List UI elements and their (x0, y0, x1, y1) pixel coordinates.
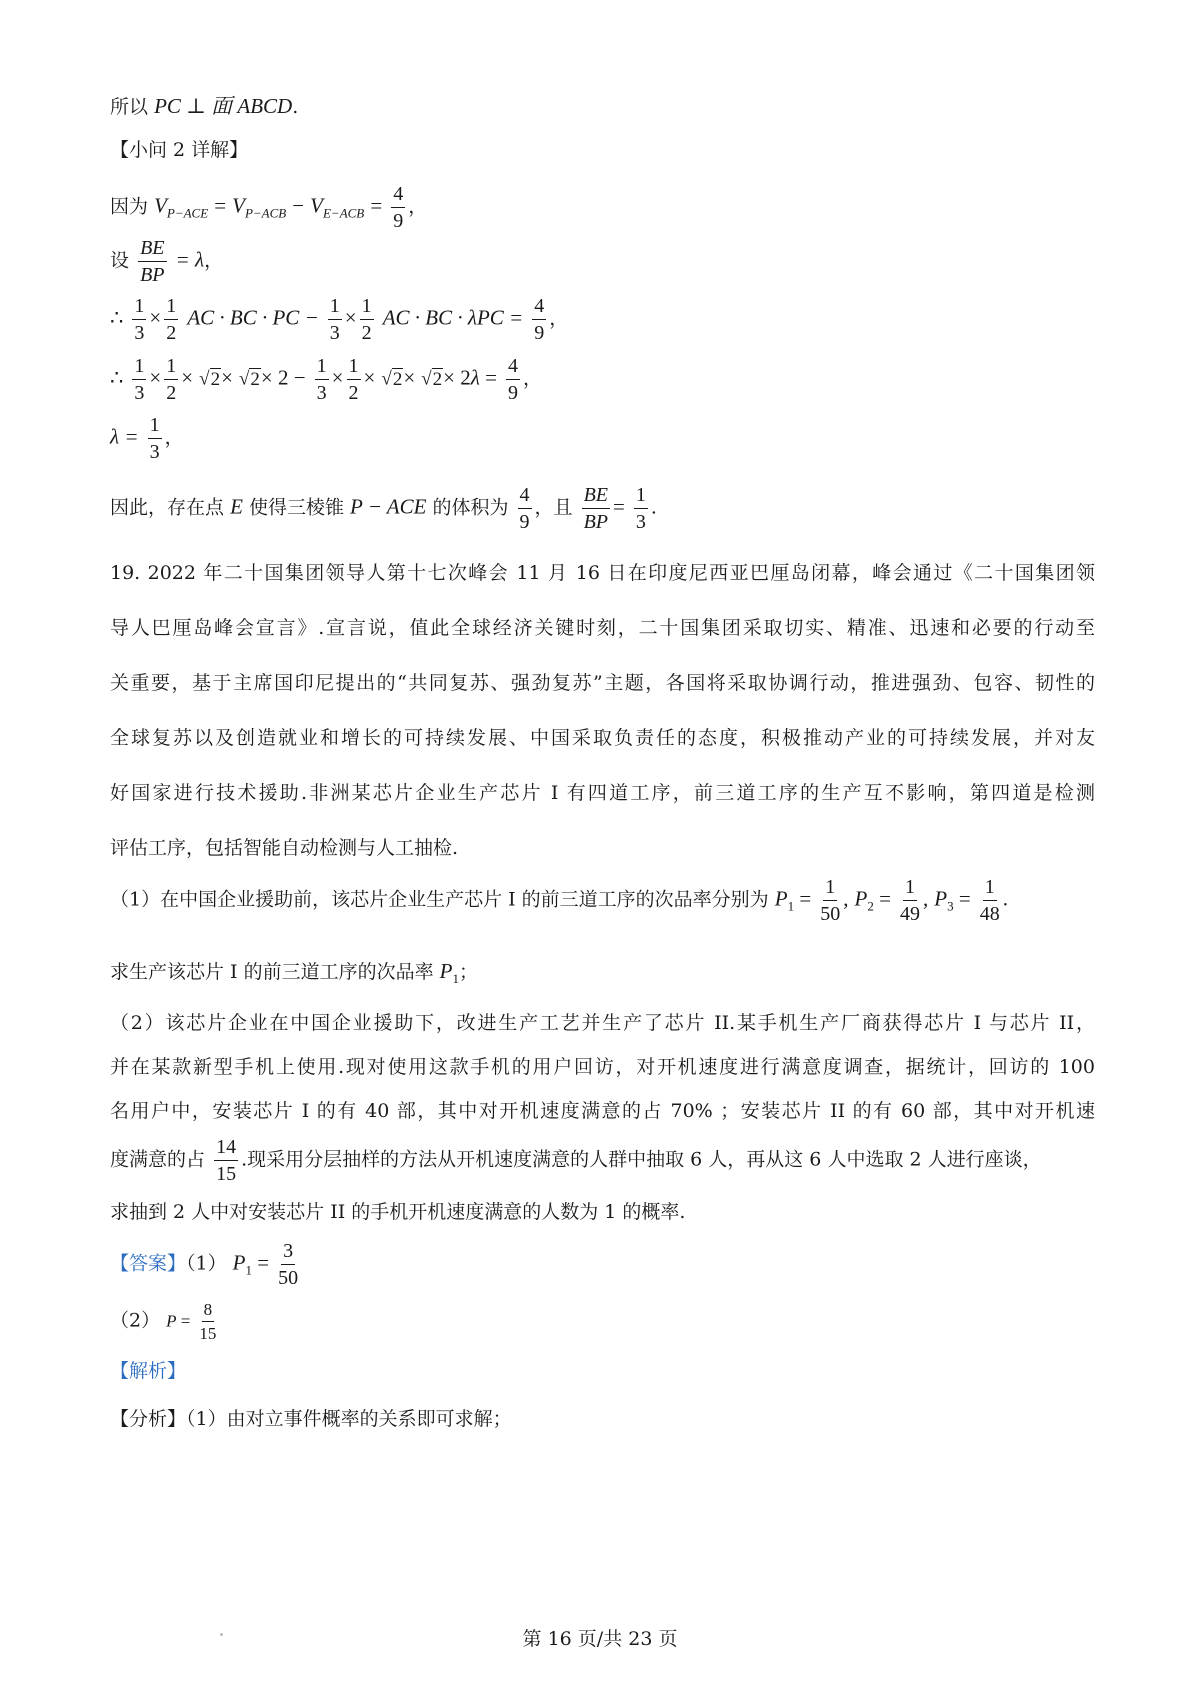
numerator: 4 (506, 356, 520, 380)
denominator: 9 (508, 382, 518, 404)
text: ，且 (534, 496, 573, 519)
numerator: BE (582, 485, 610, 509)
math: V (310, 193, 323, 218)
fraction (582, 485, 610, 532)
text: ， (523, 367, 543, 390)
fraction (532, 296, 546, 343)
math: AC · BC · λPC = (382, 305, 524, 330)
fenxi-label: 【分析】 (110, 1408, 187, 1430)
equation-step-1: ∴ $\frac{1}{3}$ × $\frac{1}{2}$ AC · BC · PC − $\frac{1}{3}$ × $\frac{1}{2}$ AC · BC · λPC = $\frac{4}{9}$ ， (110, 295, 569, 344)
answer-part-2: （2） P = $\frac{8}{15}$ (110, 1300, 217, 1343)
text: 因此，存在点 (110, 496, 225, 519)
math: E (230, 494, 243, 519)
denominator: 9 (393, 210, 404, 232)
q19-part-2-line-3: 名用户中，安装芯片 I 的有 40 部，其中对开机速度满意的占 70% ；安装芯片 II 的有 60 部，其中对开机速 (110, 1100, 1095, 1122)
text: （1） (186, 1252, 227, 1275)
sqrt-2: √2 (238, 368, 260, 390)
fraction (900, 877, 920, 924)
denominator: 9 (534, 322, 545, 344)
denominator: 9 (519, 511, 530, 533)
conclusion-line-1 (110, 96, 298, 117)
fraction (980, 877, 1000, 924)
q19-part-2-line-5: 求抽到 2 人中对安装芯片 II 的手机开机速度满意的人数为 1 的概率. (110, 1201, 686, 1223)
subscript: P−ACE (166, 205, 209, 221)
text: ， (549, 307, 569, 330)
page-footer: 第 16 页/共 23 页 (522, 1628, 678, 1650)
radicand: 2 (210, 368, 221, 390)
numerator: 1 (983, 877, 997, 901)
therefore-symbol: ∴ (110, 305, 124, 330)
answer-label: 【答案】 (110, 1252, 187, 1275)
text: 设 (110, 249, 130, 272)
numerator: 1 (823, 877, 837, 901)
q19-part-2-line-2: 并在某款新型手机上使用.现对使用这款手机的用户回访，对开机速度进行满意度调查，据统计，回访的 100 (110, 1056, 1095, 1078)
q19-part-1-question: 求生产该芯片 I 的前三道工序的次品率 $P_1$； (110, 959, 478, 986)
fraction (214, 1137, 238, 1184)
sqrt-2: √2 (199, 368, 221, 390)
text: ， (408, 195, 428, 218)
math: PC ⊥ 面 ABCD (154, 94, 293, 118)
fraction (518, 485, 532, 532)
denominator: 49 (899, 903, 920, 925)
denominator: 50 (278, 1267, 299, 1289)
numerator: 14 (214, 1137, 238, 1161)
denominator: BP (140, 264, 165, 286)
text: ， (164, 426, 184, 449)
therefore-symbol: ∴ (110, 365, 124, 390)
numerator: 1 (903, 877, 917, 901)
math: P − ACE (350, 494, 427, 519)
text: （1）在中国企业援助前，该芯片企业生产芯片 I 的前三道工序的次品率分别为 (110, 888, 769, 911)
text: 因为 (110, 195, 149, 218)
sqrt-2: √2 (381, 368, 403, 390)
numerator: 4 (518, 485, 532, 509)
text: . (292, 96, 299, 118)
q19-line-6: 评估工序，包括智能自动检测与人工抽检. (110, 837, 459, 859)
sqrt-2: √2 (421, 368, 443, 390)
math: V (154, 193, 167, 218)
q19-part-2-line-4 (110, 1137, 1042, 1184)
math: = λ (175, 247, 205, 272)
math: λ = (110, 424, 139, 449)
fraction (391, 184, 405, 231)
lambda-result: λ = $\frac{1}{3}$ ， (110, 414, 184, 463)
fraction (506, 356, 520, 403)
answer-part-1: 【答案】（1） $P_1$ = $\frac{3}{50}$ (110, 1240, 299, 1289)
radicand: 2 (250, 368, 260, 390)
q19-part-2-line-1: （2）该芯片企业在中国企业援助下，改进生产工艺并生产了芯片 II.某手机生产厂商获得芯片 I 与芯片 II， (110, 1012, 1095, 1034)
conclusion-line-2: 因此，存在点 E 使得三棱锥 P − ACE 的体积为 $\frac{4}{9}$ ，且 $\frac{BE}{BP}$ = $\frac{1}{3}$ . (110, 484, 657, 533)
denominator: 15 (199, 1324, 217, 1343)
subscript: E−ACB (322, 205, 365, 221)
text: 所以 (110, 96, 149, 118)
denominator: 50 (820, 903, 841, 925)
denominator: 15 (216, 1163, 237, 1185)
text: 的体积为 (432, 496, 509, 519)
text: 求生产该芯片 I 的前三道工序的次品率 (110, 961, 434, 983)
text: ， (204, 249, 224, 272)
numerator: BE (138, 238, 166, 262)
q19-line-2: 导人巴厘岛峰会宣言》.宣言说，值此全球经济关键时刻，二十国集团采取切实、精准、迅速和必要的行动至 (110, 617, 1095, 639)
text: （1）由对立事件概率的关系即可求解； (186, 1408, 512, 1430)
sub-question-2-heading: 【小问 2 详解】 (110, 139, 249, 161)
radicand: 2 (432, 368, 443, 390)
q19-line-4: 全球复苏以及创造就业和增长的可持续发展、中国采取负责任的态度，积极推动产业的可持续发展，并对友 (110, 727, 1095, 749)
text: . (650, 496, 657, 519)
q19-line-3: 关重要，基于主席国印尼提出的“共同复苏、强劲复苏”主题，各国将采取协调行动，推进强劲、包容、韧性的 (110, 672, 1095, 694)
volume-equation: 因为 $V_{P-ACE} = V_{P-ACB} - V_{E-ACB}$ = $\frac{4}{9}$ ， (110, 183, 428, 232)
math: V (232, 193, 245, 218)
text: ； (458, 961, 478, 983)
q19-line-5: 好国家进行技术援助.非洲某芯片企业生产芯片 I 有四道工序，前三道工序的生产互不影响，第四道是检测 (110, 782, 1095, 804)
fraction (820, 877, 840, 924)
q19-line-1: 19. 2022 年二十国集团领导人第十七次峰会 11 月 16 日在印度尼西亚巴厘岛闭幕，峰会通过《二十国集团领 (110, 562, 1095, 584)
numerator: 4 (532, 296, 546, 320)
text: （2） (110, 1309, 161, 1332)
equation-step-2: ∴ $\frac{1}{3}$ × $\frac{1}{2}$ × √2× √2× 2 − $\frac{1}{3}$ × $\frac{1}{2}$ × √2× √2× 2λ = $\frac{4}{9}$ ， (110, 355, 543, 404)
math: AC · BC · PC − (187, 305, 319, 330)
numerator: 8 (202, 1301, 215, 1322)
subscript: P−ACB (244, 205, 287, 221)
denominator: 48 (979, 903, 1000, 925)
fenxi-line (110, 1410, 512, 1429)
denominator: BP (583, 511, 609, 533)
text: .现采用分层抽样的方法从开机速度满意的人群中抽取 6 人，再从这 6 人中选取 2 人进行座谈， (241, 1148, 1042, 1171)
text: 度满意的占 (110, 1148, 206, 1171)
radicand: 2 (392, 368, 403, 390)
q19-part-1: （1）在中国企业援助前，该芯片企业生产芯片 I 的前三道工序的次品率分别为 $P_1$ = $\frac{1}{50}$ , $P_2$ = $\frac{1}{49}$ , $P_3$ = $\frac{1}{48}$ . (110, 876, 1008, 925)
lambda-definition (110, 238, 223, 285)
numerator: 3 (281, 1241, 295, 1265)
text: 使得三棱锥 (248, 496, 344, 519)
fraction (138, 238, 166, 285)
numerator: 4 (391, 184, 405, 208)
fraction (278, 1241, 298, 1288)
fraction (199, 1301, 216, 1342)
analysis-heading: 【解析】 (110, 1360, 187, 1382)
